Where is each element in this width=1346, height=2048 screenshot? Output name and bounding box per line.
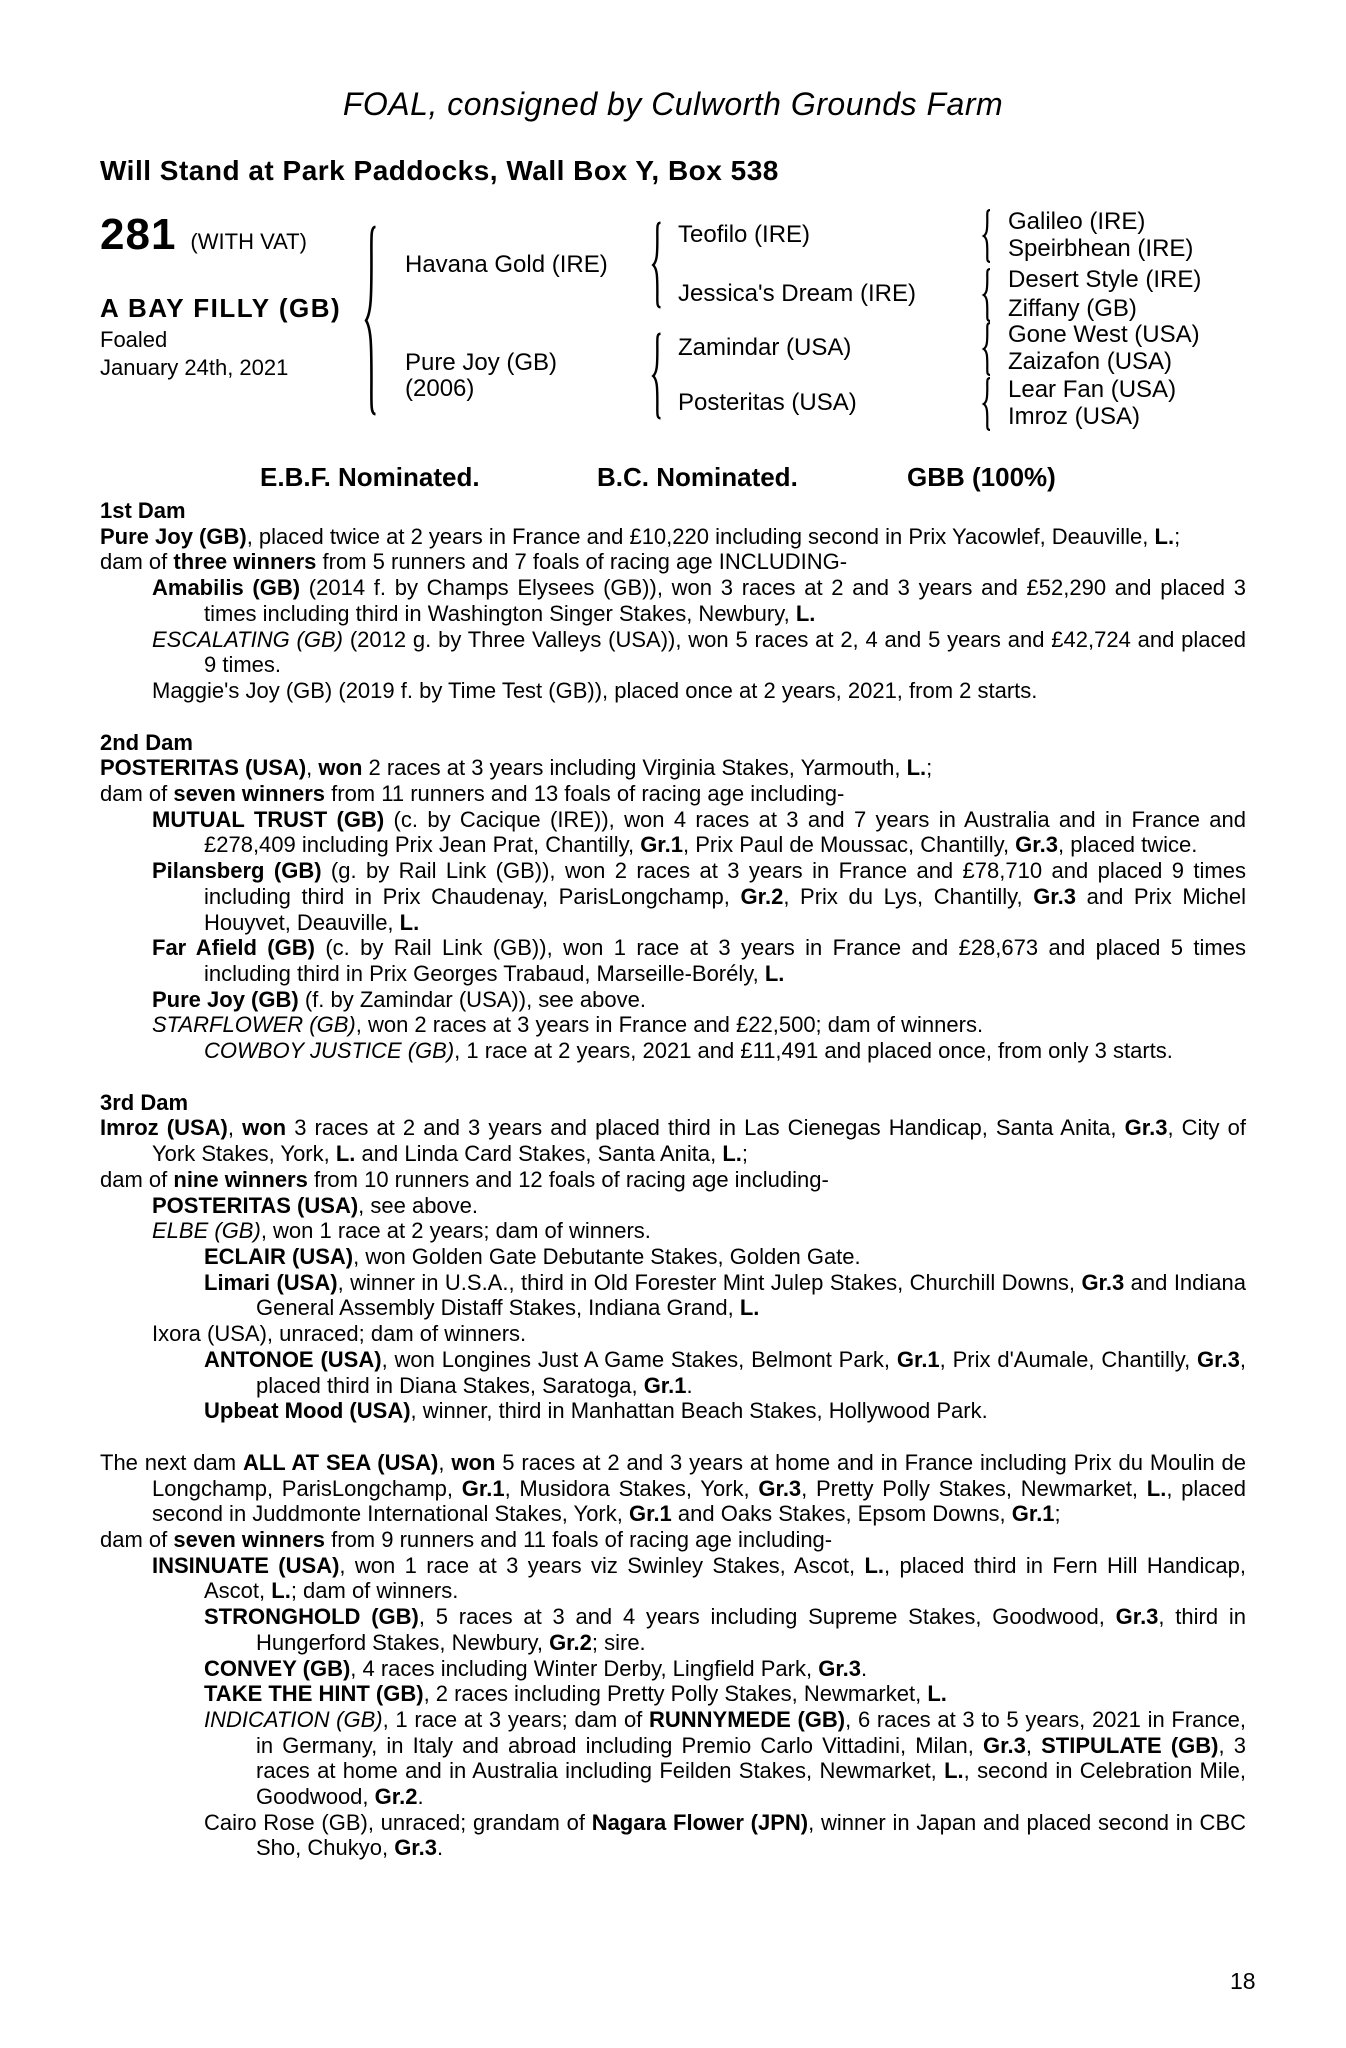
foaled-label: Foaled: [100, 327, 168, 352]
catalogue-paragraph: INDICATION (GB), 1 race at 3 years; dam of RUNNYMEDE (GB), 6 races at 3 to 5 years, 2021 in France, in Germany, in Italy and abroad including Premio Carlo Vittadini, Milan, Gr.3, STIPULATE (GB), 3 races at home and in Australia including Feilden Stakes, Newmarket, L., second in Celebration Mile, Goodwood, Gr.2.: [204, 1706, 1247, 1810]
catalogue-paragraph: Cairo Rose (GB), unraced; grandam of Nagara Flower (JPN), winner in Japan and placed second in CBC Sho, Chukyo, Gr.3.: [204, 1809, 1247, 1861]
pedigree-brace-gen1: [362, 223, 380, 418]
dam-sire-name: Zamindar (USA): [678, 334, 852, 361]
dam-dam-sire-name: Lear Fan (USA): [1008, 376, 1177, 403]
pedigree-brace-dam-sire: [981, 322, 993, 376]
catalogue-paragraph: MUTUAL TRUST (GB) (c. by Cacique (IRE)), won 4 races at 3 and 7 years in Australia and in France and £278,409 including Prix Jean Prat, Chantilly, Gr.1, Prix Paul de Moussac, Chantilly, Gr.3, placed twice.: [152, 806, 1246, 858]
catalogue-paragraph: CONVEY (GB), 4 races including Winter Derby, Lingfield Park, Gr.3.: [204, 1655, 868, 1681]
lot-number: 281: [100, 210, 177, 259]
pedigree-brace-sire-sire: [981, 209, 993, 263]
horse-name: A BAY FILLY (GB): [100, 293, 342, 323]
foaled-date: January 24th, 2021: [100, 355, 289, 380]
sire-sire-name: Teofilo (IRE): [678, 221, 811, 248]
dam-name: Pure Joy (GB): [405, 349, 558, 376]
sire-dam-name: Jessica's Dream (IRE): [678, 280, 916, 307]
section-heading-3rd-dam: 3rd Dam: [100, 1089, 189, 1115]
catalogue-paragraph: Limari (USA), winner in U.S.A., third in Old Forester Mint Julep Stakes, Churchill Downs, Gr.3 and Indiana General Assembly Distaff Stakes, Indiana Grand, L.: [204, 1269, 1246, 1321]
dam-sire-dam-name: Zaizafon (USA): [1008, 348, 1173, 375]
lot-vat-note: (WITH VAT): [190, 229, 307, 254]
catalogue-paragraph: ELBE (GB), won 1 race at 2 years; dam of winners.: [152, 1218, 651, 1244]
catalogue-paragraph: Pure Joy (GB) (f. by Zamindar (USA)), see above.: [152, 986, 646, 1012]
dam-dam-name: Posteritas (USA): [678, 389, 857, 416]
dam-name-block: [405, 350, 557, 402]
consignment-title: FOAL, consigned by Culworth Grounds Farm: [342, 86, 1004, 122]
catalogue-paragraph: Ixora (USA), unraced; dam of winners.: [152, 1321, 527, 1347]
section-heading-2nd-dam: 2nd Dam: [100, 729, 193, 755]
dam-sire-sire-name: Gone West (USA): [1008, 321, 1200, 348]
pedigree-brace-dam-dam: [981, 377, 993, 431]
catalogue-paragraph: Maggie's Joy (GB) (2019 f. by Time Test (GB)), placed once at 2 years, 2021, from 2 starts.: [152, 677, 1038, 703]
catalogue-paragraph: ESCALATING (GB) (2012 g. by Three Valleys (USA)), won 5 races at 2, 4 and 5 years and £42,724 and placed 9 times.: [152, 626, 1246, 678]
sire-name: Havana Gold (IRE): [405, 251, 608, 278]
catalogue-body: [100, 498, 1246, 1861]
sire-sire-dam-name: Speirbhean (IRE): [1008, 235, 1194, 262]
catalogue-paragraph: Pilansberg (GB) (g. by Rail Link (GB)), won 2 races at 3 years in France and £78,710 and placed 9 times including third in Prix Chaudenay, ParisLongchamp, Gr.2, Prix du Lys, Chantilly, Gr.3 and Prix Michel Houyvet, Deauville, L.: [152, 858, 1246, 935]
sire-dam-dam-name: Ziffany (GB): [1008, 295, 1137, 322]
ebf-nominated: E.B.F. Nominated.: [260, 462, 480, 492]
catalogue-paragraph: ANTONOE (USA), won Longines Just A Game Stakes, Belmont Park, Gr.1, Prix d'Aumale, Chantilly, Gr.3, placed third in Diana Stakes, Saratoga, Gr.1.: [204, 1346, 1246, 1398]
catalogue-paragraph: COWBOY JUSTICE (GB), 1 race at 2 years, 2021 and £11,491 and placed once, from only 3 starts.: [204, 1038, 1173, 1064]
catalogue-paragraph: Imroz (USA), won 3 races at 2 and 3 years and placed third in Las Cienegas Handicap, Santa Anita, Gr.3, City of York Stakes, York, L. and Linda Card Stakes, Santa Anita, L.;: [100, 1115, 1247, 1167]
section-heading-1st-dam: 1st Dam: [100, 498, 186, 523]
pedigree-brace-dam: [650, 332, 664, 420]
pedigree-brace-sire-dam: [981, 268, 993, 322]
catalogue-paragraph: dam of seven winners from 11 runners and 13 foals of racing age including-: [100, 781, 845, 807]
catalogue-paragraph: dam of three winners from 5 runners and 7 foals of racing age INCLUDING-: [100, 549, 848, 575]
pedigree-brace-sire: [650, 221, 664, 309]
stand-location: Will Stand at Park Paddocks, Wall Box Y, Box 538: [100, 155, 779, 186]
gbb-badge: GBB (100%): [907, 462, 1056, 492]
catalogue-paragraph: The next dam ALL AT SEA (USA), won 5 races at 2 and 3 years at home and in France including Prix du Moulin de Longchamp, ParisLongchamp, Gr.1, Musidora Stakes, York, Gr.3, Pretty Polly Stakes, Newmarket, L., placed second in Juddmonte International Stakes, York, Gr.1 and Oaks Stakes, Epsom Downs, Gr.1;: [100, 1449, 1247, 1527]
catalogue-paragraph: Far Afield (GB) (c. by Rail Link (GB)), won 1 race at 3 years in France and £28,673 and placed 5 times including third in Prix Georges Trabaud, Marseille-Borély, L.: [152, 935, 1246, 986]
catalogue-paragraph: Amabilis (GB) (2014 f. by Champs Elysees (GB)), won 3 races at 2 and 3 years and £52,290 and placed 3 times including third in Washington Singer Stakes, Newbury, L.: [152, 575, 1247, 626]
page-number: 18: [1230, 1968, 1256, 1994]
catalogue-paragraph: dam of seven winners from 9 runners and 11 foals of racing age including-: [100, 1527, 833, 1553]
catalogue-paragraph: POSTERITAS (USA), won 2 races at 3 years including Virginia Stakes, Yarmouth, L.;: [100, 755, 933, 781]
sire-sire-sire-name: Galileo (IRE): [1008, 208, 1146, 235]
catalogue-paragraph: Pure Joy (GB), placed twice at 2 years in France and £10,220 including second in Prix Yacowlef, Deauville, L.;: [100, 523, 1181, 549]
catalogue-paragraph: ECLAIR (USA), won Golden Gate Debutante Stakes, Golden Gate.: [204, 1243, 861, 1269]
nominations-row: [0, 462, 1346, 492]
catalogue-paragraph: dam of nine winners from 10 runners and 12 foals of racing age including-: [100, 1166, 829, 1192]
catalogue-paragraph: STARFLOWER (GB), won 2 races at 3 years in France and £22,500; dam of winners.: [152, 1012, 984, 1038]
catalogue-paragraph: TAKE THE HINT (GB), 2 races including Pretty Polly Stakes, Newmarket, L.: [204, 1681, 947, 1707]
catalogue-paragraph: POSTERITAS (USA), see above.: [152, 1192, 479, 1218]
catalogue-paragraph: INSINUATE (USA), won 1 race at 3 years viz Swinley Stakes, Ascot, L., placed third in Fern Hill Handicap, Ascot, L.; dam of winners.: [152, 1552, 1246, 1604]
catalogue-paragraph: STRONGHOLD (GB), 5 races at 3 and 4 years including Supreme Stakes, Goodwood, Gr.3, third in Hungerford Stakes, Newbury, Gr.2; sire.: [204, 1604, 1246, 1655]
catalogue-paragraph: Upbeat Mood (USA), winner, third in Manhattan Beach Stakes, Hollywood Park.: [204, 1398, 988, 1424]
sire-dam-sire-name: Desert Style (IRE): [1008, 266, 1202, 293]
dam-year: (2006): [405, 375, 475, 402]
dam-dam-dam-name: Imroz (USA): [1008, 403, 1140, 430]
bc-nominated: B.C. Nominated.: [597, 462, 798, 492]
lot-header: [100, 210, 307, 260]
